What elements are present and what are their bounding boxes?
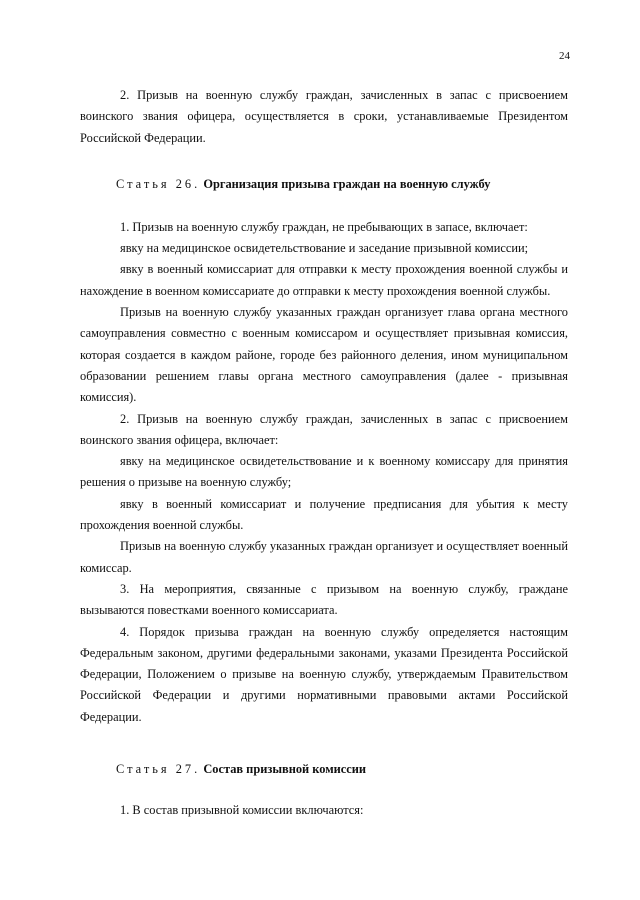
- article-26-title: Организация призыва граждан на военную службу: [203, 176, 491, 191]
- article-26-paragraph: 1. Призыв на военную службу граждан, не пребывающих в запасе, включает:: [120, 219, 528, 234]
- article-26-paragraph: 3. На мероприятия, связанные с призывом на военную службу, граждане вызываются повестками военного комиссариата.: [80, 581, 568, 618]
- article-26-paragraph: Призыв на военную службу указанных граждан организует и осуществляет военный комиссар.: [80, 539, 568, 575]
- article-26-paragraph: явку на медицинское освидетельствование и к военному комиссару для принятия решения о призыве на военную службу;: [80, 454, 568, 490]
- article-26-label: Статья 26.: [116, 176, 201, 191]
- article-26-paragraph: Призыв на военную службу указанных граждан организует глава органа местного самоуправления совместно с военным комиссаром и осуществляет призывная комиссия, которая создается в каждом районе, городе без районного деления, ином муниципальном образовании решением главы органа местного самоуправления (далее - призывная комиссия).: [80, 305, 568, 405]
- article-27-label: Статья 27.: [116, 762, 201, 777]
- article-26-paragraph: явку в военный комиссариат для отправки к месту прохождения военной службы и нахождение в военном комиссариате до отправки к месту прохождения военной службы.: [80, 262, 568, 298]
- article-27-heading: [80, 759, 568, 780]
- article-26-paragraph: 4. Порядок призыва граждан на военную службу определяется настоящим Федеральным законом, другими федеральными законами, указами Президента Российской Федерации, Положением о призыве на военную службу, утверждаемым Правительством Российской Федерации и другими нормативными правовыми актами Российской Федерации.: [80, 624, 568, 724]
- article-26-paragraph: 2. Призыв на военную службу граждан, зачисленных в запас с присвоением воинского звания офицера, включает:: [80, 411, 568, 447]
- document-body: [80, 85, 568, 821]
- intro-paragraph: 2. Призыв на военную службу граждан, зачисленных в запас с присвоением воинского звания офицера, осуществляется в сроки, устанавливаемые Президентом Российской Федерации.: [80, 88, 568, 145]
- article-26-paragraph: явку на медицинское освидетельствование и заседание призывной комиссии;: [120, 241, 529, 256]
- page-number: 24: [559, 50, 570, 62]
- article-27-paragraph: 1. В состав призывной комиссии включаются:: [120, 803, 364, 818]
- article-26-paragraph: явку в военный комиссариат и получение предписания для убытия к месту прохождения военной службы.: [80, 496, 568, 533]
- article-26-heading: [80, 174, 568, 195]
- article-27-title: Состав призывной комиссии: [203, 762, 367, 777]
